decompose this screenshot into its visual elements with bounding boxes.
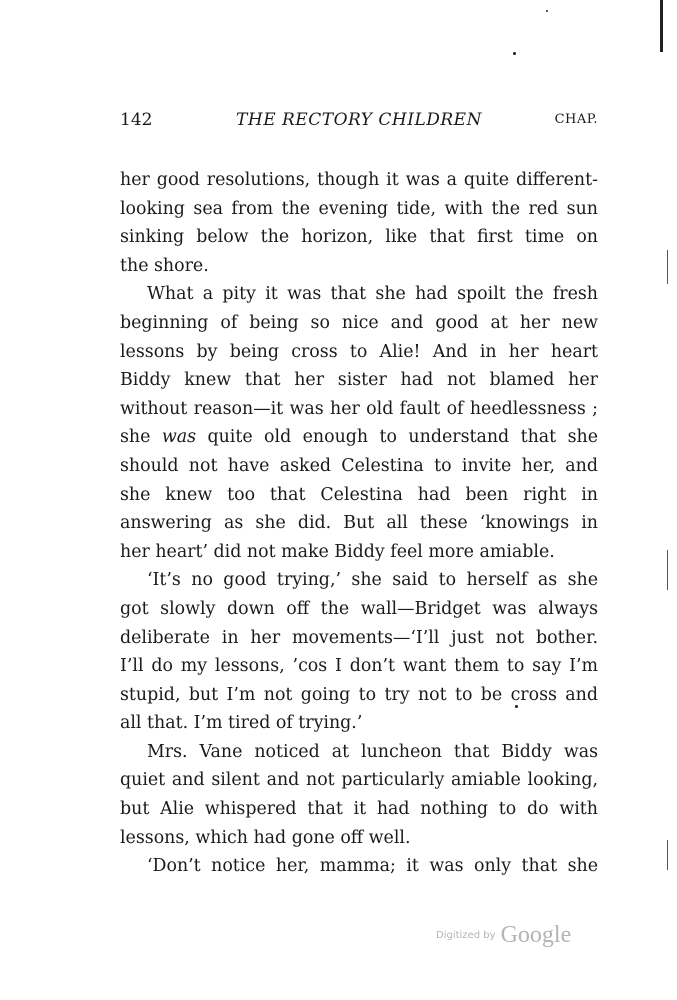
text-line: ‘It’s no good trying,’ she said to herself as she (147, 570, 598, 591)
text-line: got slowly down off the wall—Bridget was always (120, 598, 598, 619)
scan-edge-mark (667, 550, 668, 590)
text-line: she was quite old enough to understand that she (120, 427, 598, 448)
text-line: sinking below the horizon, like that first time on (120, 227, 598, 248)
text-line: but Alie whispered that it had nothing to do with (120, 799, 598, 820)
text-line: deliberate in her movements—‘I’ll just not bother. (120, 627, 598, 648)
text-line: lessons, which had gone off well. (120, 827, 411, 848)
running-title: THE RECTORY CHILDREN (236, 110, 482, 130)
watermark-brand: Google (500, 922, 572, 948)
text-line: ‘Don’t notice her, mamma; it was only that she (147, 856, 598, 877)
text-line: beginning of being so nice and good at her new (120, 312, 598, 333)
page-number: 142 (120, 110, 153, 130)
text-line: What a pity it was that she had spoilt the fresh (147, 284, 598, 305)
text-line: stupid, but I’m not going to try not to be cross and (120, 684, 598, 705)
scan-dot (546, 10, 548, 12)
text-line: she knew too that Celestina had been right in (120, 484, 598, 505)
text-line: her good resolutions, though it was a quite different- (120, 170, 598, 190)
text-line: Biddy knew that her sister had not blamed her (120, 370, 598, 391)
text-line: looking sea from the evening tide, with the red sun (120, 198, 598, 219)
scan-edge-mark (667, 840, 668, 870)
text-line: lessons by being cross to Alie! And in her heart (120, 341, 598, 362)
running-header (120, 110, 598, 136)
chapter-label: CHAP. (554, 112, 598, 127)
text-line: quiet and silent and not particularly amiable looking, (120, 770, 598, 791)
text-line: the shore. (120, 255, 209, 276)
scan-edge-mark (660, 0, 663, 52)
scan-edge-mark (667, 250, 668, 284)
text-line: should not have asked Celestina to invite her, and (120, 455, 598, 476)
text-line: her heart’ did not make Biddy feel more amiable. (120, 541, 555, 562)
text-line: all that. I’m tired of trying.’ (120, 713, 363, 734)
text-line: without reason—it was her old fault of heedlessness ; (120, 398, 598, 419)
body-text (120, 166, 598, 881)
text-line: Mrs. Vane noticed at luncheon that Biddy was (147, 741, 598, 762)
text-line: answering as she did. But all these ‘knowings in (120, 513, 598, 534)
text-line: I’ll do my lessons, ’cos I don’t want them to say I’m (120, 656, 598, 677)
digitization-watermark (436, 922, 571, 949)
watermark-prefix: Digitized by (436, 930, 496, 941)
scan-dot (513, 52, 516, 55)
